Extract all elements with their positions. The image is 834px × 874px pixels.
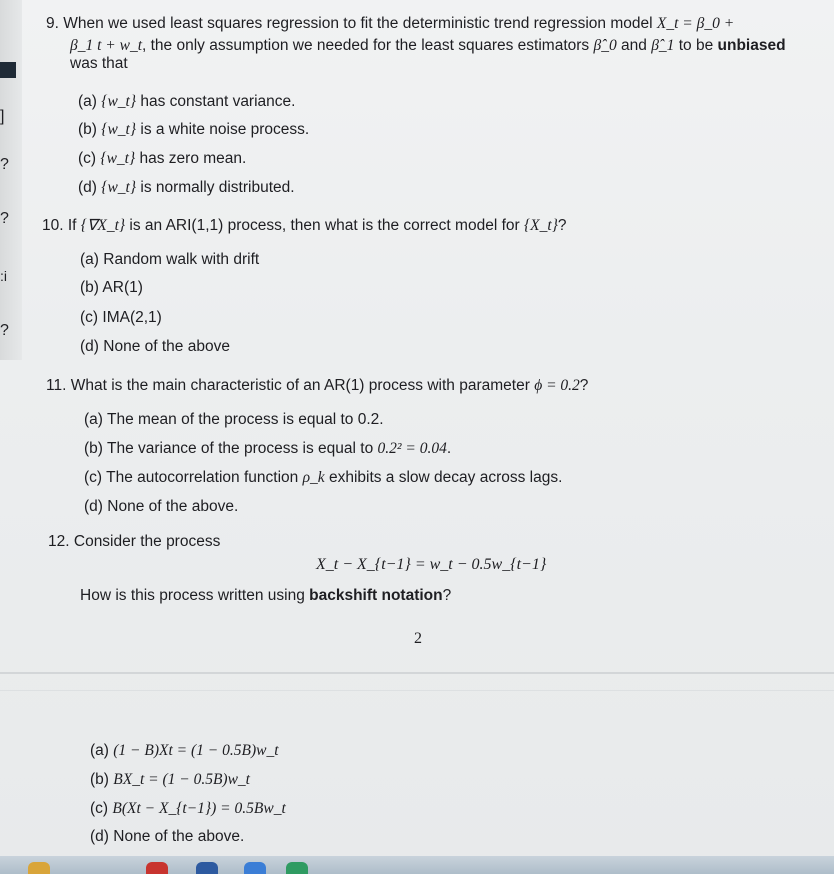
q9-line2	[70, 36, 786, 56]
option-math: {w_t}	[100, 150, 136, 167]
q9-option-d	[78, 178, 295, 198]
q11-line	[46, 376, 588, 396]
q11-math: ϕ = 0.2	[534, 377, 580, 394]
option-label: (c)	[78, 150, 97, 167]
q10-math-2: {X_t}	[523, 217, 558, 234]
option-math: BX_t = (1 − 0.5B)w_t	[113, 771, 250, 788]
q9-line1	[46, 14, 734, 34]
q12-line	[48, 532, 220, 552]
q12-backshift: backshift notation	[309, 587, 443, 604]
q12-option-b	[90, 770, 250, 790]
option-text: AR(1)	[102, 279, 143, 296]
option-text: has zero mean.	[135, 150, 247, 167]
page-divider	[0, 672, 834, 674]
q11-option-c	[84, 468, 562, 488]
option-label: (c)	[80, 309, 99, 326]
q10-math-1: {∇X_t}	[80, 217, 126, 234]
option-label: (b)	[84, 440, 103, 457]
page-divider-2	[0, 690, 834, 691]
option-math: {w_t}	[101, 179, 137, 196]
option-label: (a)	[80, 251, 99, 268]
option-text: The mean of the process is equal to 0.2.	[106, 411, 384, 428]
app-icon-2[interactable]	[196, 862, 218, 874]
q12-question	[80, 586, 451, 606]
q12-question-mark: ?	[442, 587, 452, 604]
q9-line3	[70, 54, 128, 74]
q9-text-2: , the only assumption we needed for the least squares estimators	[142, 37, 594, 54]
q10-text-3: ?	[557, 217, 567, 234]
option-label: (d)	[78, 179, 97, 196]
app-icon-3[interactable]	[244, 862, 266, 874]
option-tail: exhibits a slow decay across lags.	[324, 469, 563, 486]
option-text: IMA(2,1)	[102, 309, 162, 326]
q10-number: 10.	[42, 217, 64, 234]
q9-text-3: to be	[674, 37, 718, 54]
left-sidebar-strip	[0, 0, 22, 360]
option-label: (a)	[90, 742, 109, 759]
q11-text-2: ?	[579, 377, 589, 394]
option-math: B(Xt − X_{t−1}) = 0.5Bw_t	[112, 800, 286, 817]
q12-option-c	[90, 799, 286, 819]
option-label: (c)	[84, 469, 103, 486]
q9-text-1: When we used least squares regression to fit the deterministic trend regression model	[63, 15, 657, 32]
option-label: (d)	[84, 498, 103, 515]
option-math: {w_t}	[101, 121, 137, 138]
q11-option-b	[84, 439, 451, 459]
option-math: (1 − B)Xt = (1 − 0.5B)w_t	[113, 742, 279, 759]
q12-question-text: How is this process written using	[80, 587, 310, 604]
q9-unbiased: unbiased	[717, 37, 786, 54]
q12-text: Consider the process	[73, 533, 221, 550]
page-number: 2	[414, 630, 422, 647]
q10-option-b	[80, 278, 143, 298]
q12-equation: X_t − X_{t−1} = w_t − 0.5w_{t−1}	[316, 556, 547, 573]
arrow-icon[interactable]: ?	[0, 322, 9, 339]
browser-icon[interactable]	[146, 862, 168, 874]
taskbar	[0, 856, 834, 874]
q9-option-c	[78, 149, 246, 169]
option-text: Random walk with drift	[103, 251, 260, 268]
option-text: The autocorrelation function	[106, 469, 303, 486]
option-label: (c)	[90, 800, 109, 817]
bracket-icon[interactable]: ]	[0, 108, 5, 125]
q10-option-a	[80, 250, 259, 270]
q9-model-math-2: β_1 t + w_t	[70, 37, 143, 54]
q10-line	[42, 216, 567, 236]
q9-text-4: was that	[70, 55, 128, 72]
question-icon[interactable]: ?	[0, 156, 9, 173]
option-math: ρ_k	[302, 469, 325, 486]
folder-icon[interactable]	[28, 862, 50, 874]
option-label: (d)	[90, 828, 109, 845]
option-text: is a white noise process.	[136, 121, 310, 138]
q11-text-1: What is the main characteristic of an AR(1) process with parameter	[70, 377, 535, 394]
option-text: has constant variance.	[136, 93, 296, 110]
q9-beta1: β̂_1	[651, 37, 675, 54]
q11-number: 11.	[46, 377, 67, 394]
option-label: (d)	[80, 338, 99, 355]
option-tail: .	[446, 440, 452, 457]
q12-option-d	[90, 827, 244, 847]
app-icon[interactable]	[0, 62, 16, 78]
option-text: The variance of the process is equal to	[106, 440, 378, 457]
q12-option-a	[90, 741, 279, 761]
option-label: (b)	[80, 279, 99, 296]
option-label: (a)	[78, 93, 97, 110]
option-math: {w_t}	[101, 93, 137, 110]
q10-text-2: is an ARI(1,1) process, then what is the correct model for	[125, 217, 524, 234]
option-label: (b)	[90, 771, 109, 788]
q11-option-a	[84, 410, 384, 430]
q9-option-a	[78, 92, 295, 112]
question-icon-2[interactable]: ?	[0, 210, 9, 227]
option-text: None of the above.	[107, 498, 239, 515]
q9-number: 9.	[46, 15, 59, 32]
option-label: (b)	[78, 121, 97, 138]
q9-model-math: X_t = β_0 +	[656, 15, 735, 32]
q9-beta0: β̂_0	[593, 37, 617, 54]
option-text: None of the above.	[113, 828, 245, 845]
text-icon[interactable]: :i	[0, 268, 7, 284]
q9-option-b	[78, 120, 309, 140]
q10-option-d	[80, 337, 230, 357]
q11-option-d	[84, 497, 238, 517]
option-text: is normally distributed.	[136, 179, 295, 196]
q12-number: 12.	[48, 533, 70, 550]
option-label: (a)	[84, 411, 103, 428]
q9-and: and	[616, 37, 652, 54]
option-math: 0.2² = 0.04	[377, 440, 447, 457]
app-icon-4[interactable]	[286, 862, 308, 874]
q10-text-1: If	[67, 217, 81, 234]
q10-option-c	[80, 308, 162, 328]
option-text: None of the above	[103, 338, 230, 355]
